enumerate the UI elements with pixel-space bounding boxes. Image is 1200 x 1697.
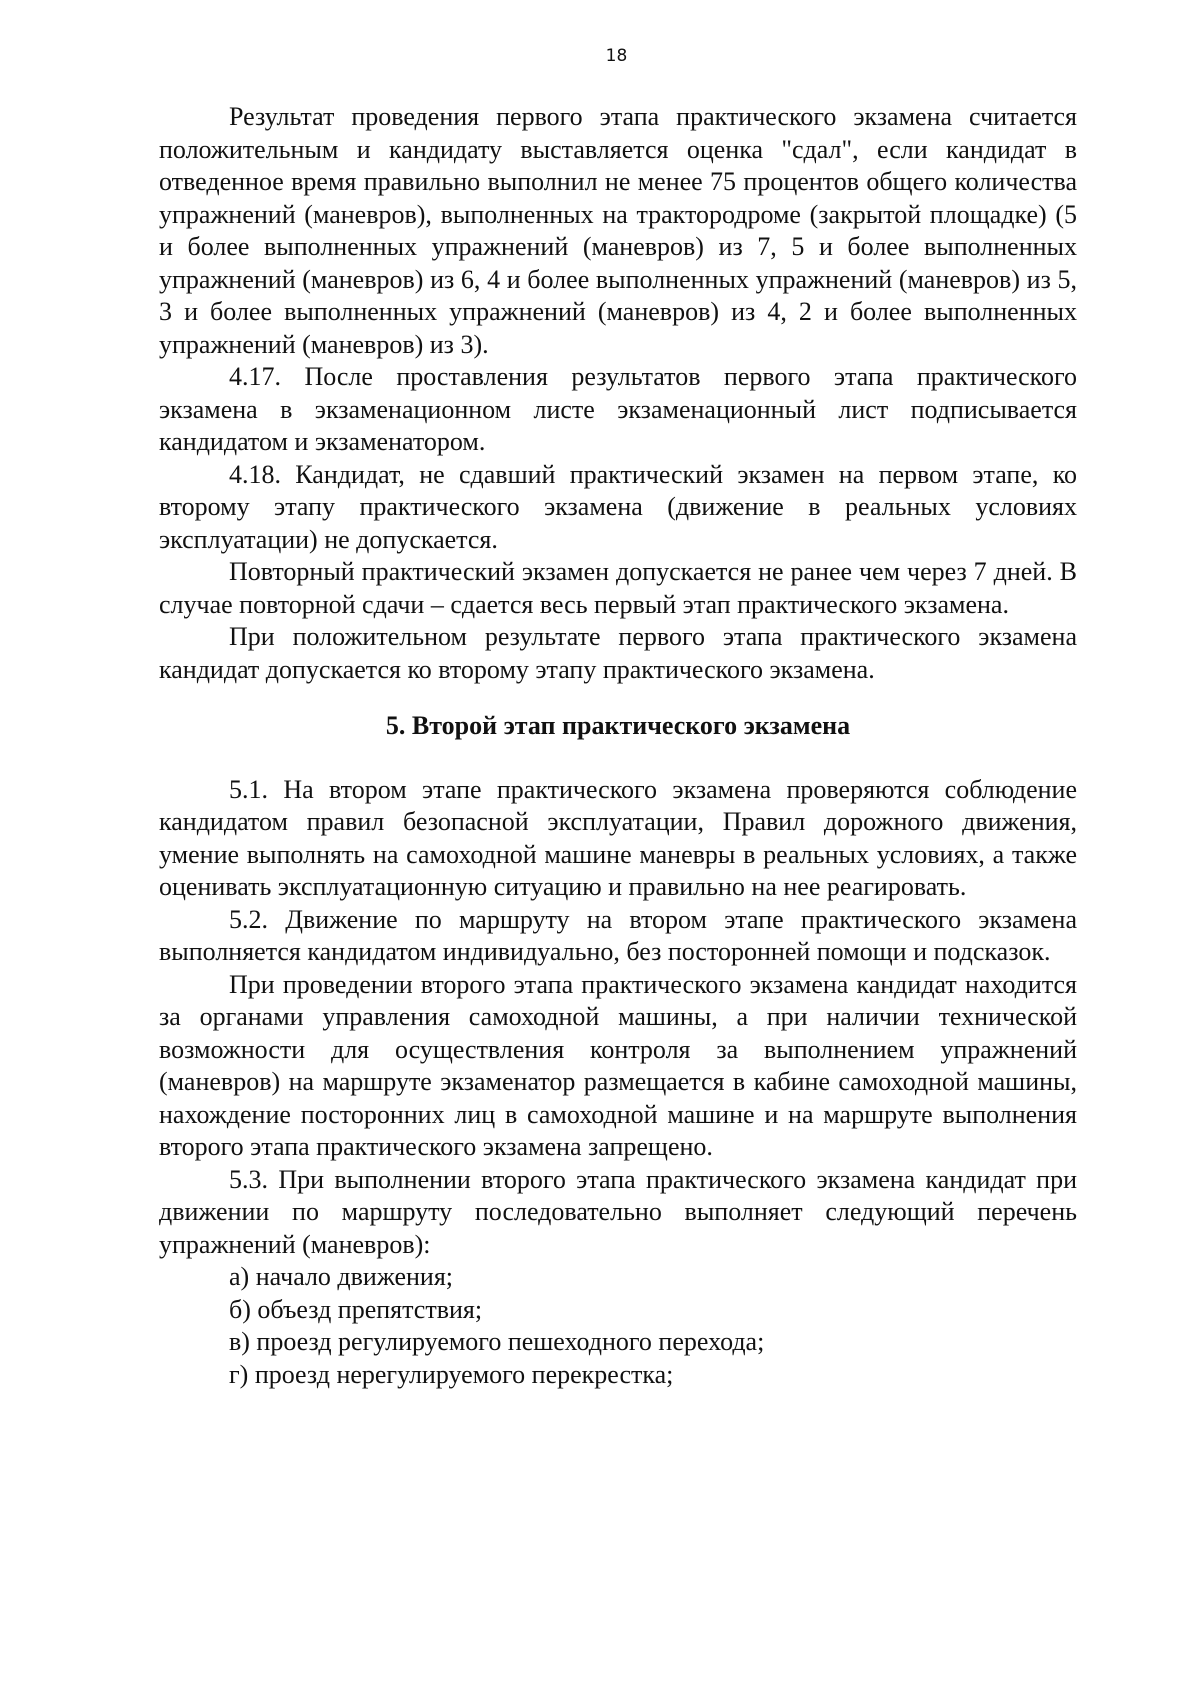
paragraph-4-18: 4.18. Кандидат, не сдавший практический экзамен на первом этапе, ко второму этапу практического экзамена (движение в реальных условиях эксплуатации) не допускается. <box>159 459 1077 554</box>
paragraph-5-1: 5.1. На втором этапе практического экзамена проверяются соблюдение кандидатом правил безопасной эксплуатации, Правил дорожного движения, умение выполнять на самоходной машине маневры в реальных условиях, а также оценивать эксплуатационную ситуацию и правильно на нее реагировать. <box>159 774 1077 901</box>
document-body <box>159 101 1077 1391</box>
maneuver-list <box>159 1261 1077 1391</box>
paragraph-5-3: 5.3. При выполнении второго этапа практического экзамена кандидат при движении по маршруту последовательно выполняет следующий перечень упражнений (маневров): <box>159 1164 1077 1259</box>
list-item: г) проезд нерегулируемого перекрестка; <box>229 1359 674 1389</box>
paragraph-second-stage: При проведении второго этапа практического экзамена кандидат находится за органами управления самоходной машины, а при наличии технической возможности для осуществления контроля за выполнением упражнений (маневров) на маршруте экзаменатор размещается в кабине самоходной машины, нахождение посторонних лиц в самоходной машине и на маршруте выполнения второго этапа практического экзамена запрещено. <box>159 969 1077 1161</box>
page-number: 18 <box>605 46 628 66</box>
list-item: а) начало движения; <box>229 1262 454 1291</box>
paragraph-repeat-exam: Повторный практический экзамен допускается не ранее чем через 7 дней. В случае повторной сдачи – сдается весь первый этап практического экзамена. <box>159 557 1077 619</box>
paragraph-exam-result: Результат проведения первого этапа практического экзамена считается положительным и кандидату выставляется оценка "сдал", если кандидат в отведенное время правильно выполнил не менее 75 процентов общего количества упражнений (маневров), выполненных на трактородроме (закрытой площадке) (5 и более выполненных упражнений (маневров) из 7, 5 и более выполненных упражнений (маневров) из 6, 4 и более выполненных упражнений (маневров) из 5, 3 и более выполненных упражнений (маневров) из 4, 2 и более выполненных упражнений (маневров) из 3). <box>159 102 1077 359</box>
list-item: б) объезд препятствия; <box>229 1294 483 1324</box>
paragraph-5-2: 5.2. Движение по маршруту на втором этапе практического экзамена выполняется кандидатом индивидуально, без посторонней помощи и подсказок. <box>159 904 1077 966</box>
paragraph-4-17: 4.17. После проставления результатов первого этапа практического экзамена в экзаменационном листе экзаменационный лист подписывается кандидатом и экзаменатором. <box>159 362 1077 456</box>
list-item: в) проезд регулируемого пешеходного перехода; <box>229 1327 765 1356</box>
section-heading: 5. Второй этап практического экзамена <box>385 711 851 740</box>
paragraph-positive-result: При положительном результате первого этапа практического экзамена кандидат допускается ко второму этапу практического экзамена. <box>159 622 1077 684</box>
